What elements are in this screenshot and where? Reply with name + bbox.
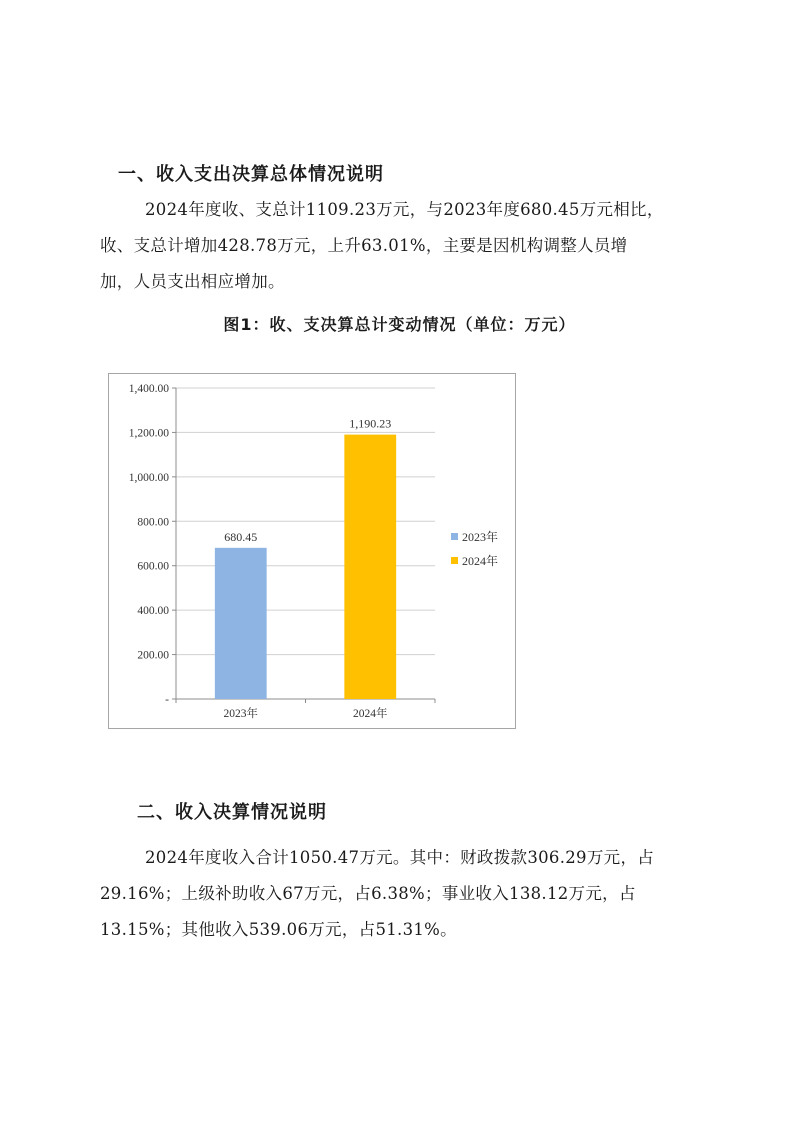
- section2-paragraph: [100, 840, 700, 948]
- section1-paragraph: [100, 192, 700, 300]
- y-tick-label: 600.00: [137, 560, 169, 573]
- paragraph-line: 加，人员支出相应增加。: [100, 272, 285, 291]
- paragraph-line: 2024年度收入合计1050.47万元。其中：财政拨款306.29万元，占: [145, 848, 655, 867]
- legend-swatch: [451, 557, 458, 564]
- data-label: 1,190.23: [349, 416, 392, 431]
- section2-heading: 二、收入决算情况说明: [137, 802, 327, 823]
- y-tick-label: 1,000.00: [128, 471, 169, 484]
- y-tick-label: -: [165, 694, 169, 706]
- y-tick-label: 200.00: [137, 649, 169, 662]
- paragraph-line: 13.15%；其他收入539.06万元，占51.31%。: [100, 920, 457, 939]
- bar: [215, 548, 267, 699]
- data-label: 680.45: [224, 529, 258, 544]
- paragraph-line: 收、支总计增加428.78万元，上升63.01%，主要是因机构调整人员增: [100, 236, 628, 255]
- bar: [344, 435, 396, 699]
- y-tick-label: 800.00: [137, 516, 169, 529]
- legend-label: 2023年: [462, 530, 499, 544]
- figure-caption: 图1：收、支决算总计变动情况（单位：万元）: [223, 315, 576, 334]
- chart-canvas: [109, 374, 515, 728]
- y-tick-label: 400.00: [137, 605, 169, 618]
- x-tick-label: 2023年: [223, 708, 258, 720]
- legend-swatch: [451, 533, 458, 540]
- section1-heading: 一、收入支出决算总体情况说明: [118, 164, 384, 185]
- paragraph-line: 29.16%；上级补助收入67万元，占6.38%；事业收入138.12万元，占: [100, 884, 636, 903]
- paragraph-line: 2024年度收、支总计1109.23万元，与2023年度680.45万元相比，: [145, 200, 664, 219]
- x-tick-label: 2024年: [353, 708, 388, 720]
- legend-label: 2024年: [462, 554, 499, 568]
- y-tick-label: 1,200.00: [128, 427, 169, 440]
- bar-chart: [108, 373, 516, 729]
- y-tick-label: 1,400.00: [128, 383, 169, 395]
